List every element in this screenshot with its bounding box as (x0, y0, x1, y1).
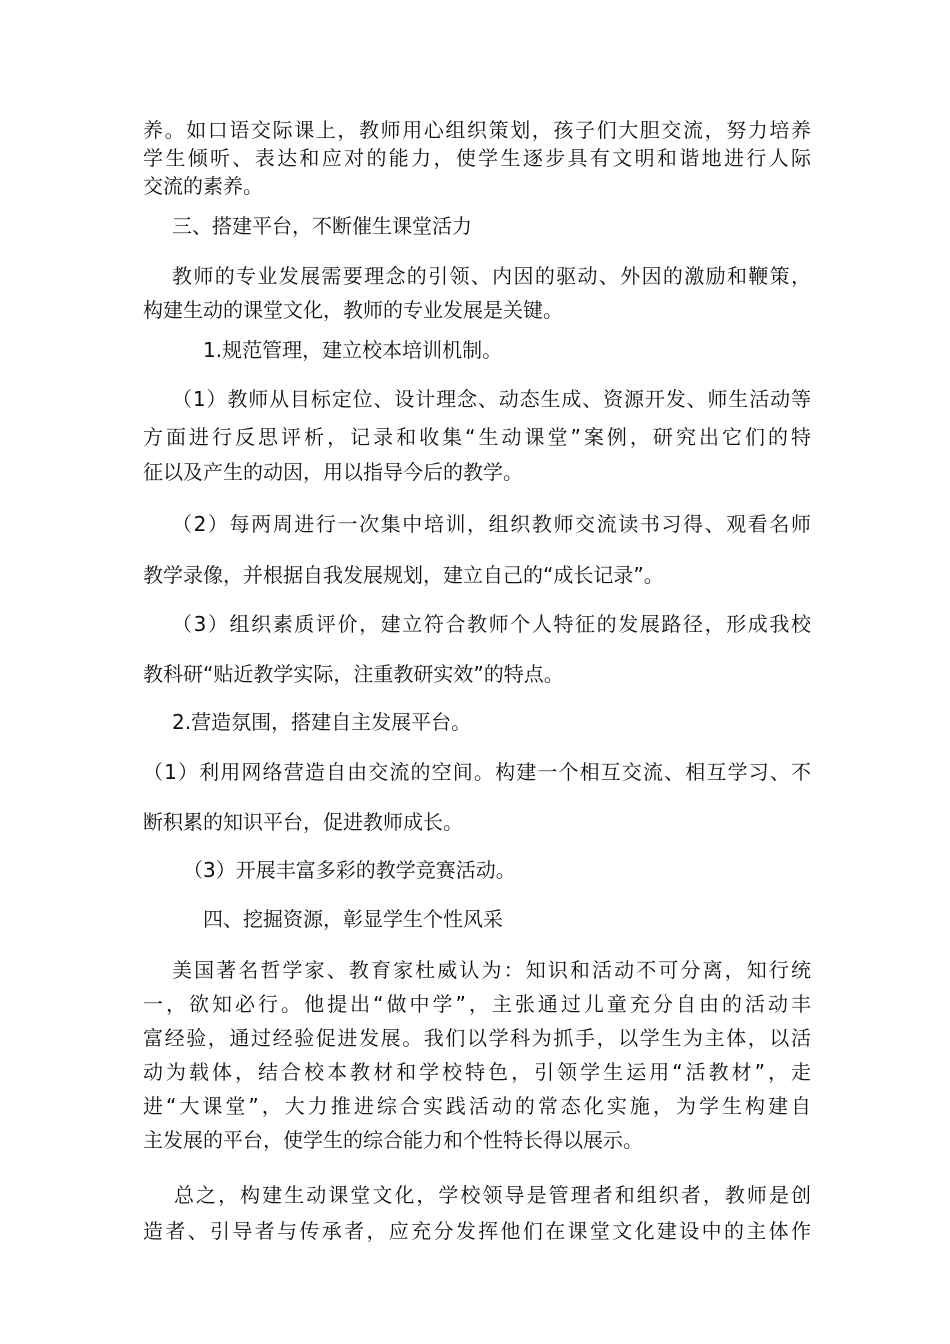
paragraph-line: 构建生动的课堂文化，教师的专业发展是关键。 (143, 298, 563, 322)
paragraph-line: 交流的素养。 (143, 174, 263, 198)
paragraph-line: 断积累的知识平台，促进教师成长。 (143, 810, 463, 834)
paragraph-line: （3）开展丰富多彩的教学竞赛活动。 (183, 858, 516, 882)
paragraph-line: （2）每两周进行一次集中培训，组织教师交流读书习得、观看名师 (172, 512, 811, 536)
paragraph-line: 富经验，通过经验促进发展。我们以学科为抓手，以学生为主体，以活 (143, 1026, 811, 1050)
paragraph-line: （1）教师从目标定位、设计理念、动态生成、资源开发、师生活动等 (172, 387, 811, 411)
paragraph-line: 美国著名哲学家、教育家杜威认为：知识和活动不可分离，知行统 (172, 958, 811, 982)
subsection-heading: 1.规范管理，建立校本培训机制。 (203, 338, 503, 362)
paragraph-line: 一，欲知必行。他提出“做中学”，主张通过儿童充分自由的活动丰 (143, 992, 811, 1016)
section-heading: 三、搭建平台，不断催生课堂活力 (172, 214, 472, 238)
subsection-heading: 2.营造氛围，搭建自主发展平台。 (172, 710, 472, 734)
paragraph-line: 总之，构建生动课堂文化，学校领导是管理者和组织者，教师是创 (174, 1183, 811, 1207)
section-heading: 四、挖掘资源，彰显学生个性风采 (203, 907, 503, 931)
paragraph-line: 学生倾听、表达和应对的能力，使学生逐步具有文明和谐地进行人际 (143, 146, 811, 170)
paragraph-line: 教科研“贴近教学实际，注重教研实效”的特点。 (143, 662, 564, 686)
paragraph-line: 方面进行反思评析，记录和收集“生动课堂”案例，研究出它们的特 (143, 425, 811, 449)
paragraph-line: （1）利用网络营造自由交流的空间。构建一个相互交流、相互学习、不 (143, 760, 811, 784)
paragraph-line: 征以及产生的动因，用以指导今后的教学。 (143, 460, 523, 484)
paragraph-line: 动为载体，结合校本教材和学校特色，引领学生运用“活教材”，走 (143, 1060, 811, 1084)
paragraph-line: 教师的专业发展需要理念的引领、内因的驱动、外因的激励和鞭策， (172, 264, 811, 288)
paragraph-line: 养。如口语交际课上，教师用心组织策划，孩子们大胆交流，努力培养 (143, 118, 811, 142)
paragraph-line: 教学录像，并根据自我发展规划，建立自己的“成长记录”。 (143, 563, 664, 587)
paragraph-line: 主发展的平台，使学生的综合能力和个性特长得以展示。 (143, 1128, 643, 1152)
paragraph-line: 进“大课堂”，大力推进综合实践活动的常态化实施，为学生构建自 (143, 1094, 811, 1118)
paragraph-line: 造者、引导者与传承者，应充分发挥他们在课堂文化建设中的主体作 (143, 1219, 811, 1243)
paragraph-line: （3）组织素质评价，建立符合教师个人特征的发展路径，形成我校 (172, 612, 811, 636)
